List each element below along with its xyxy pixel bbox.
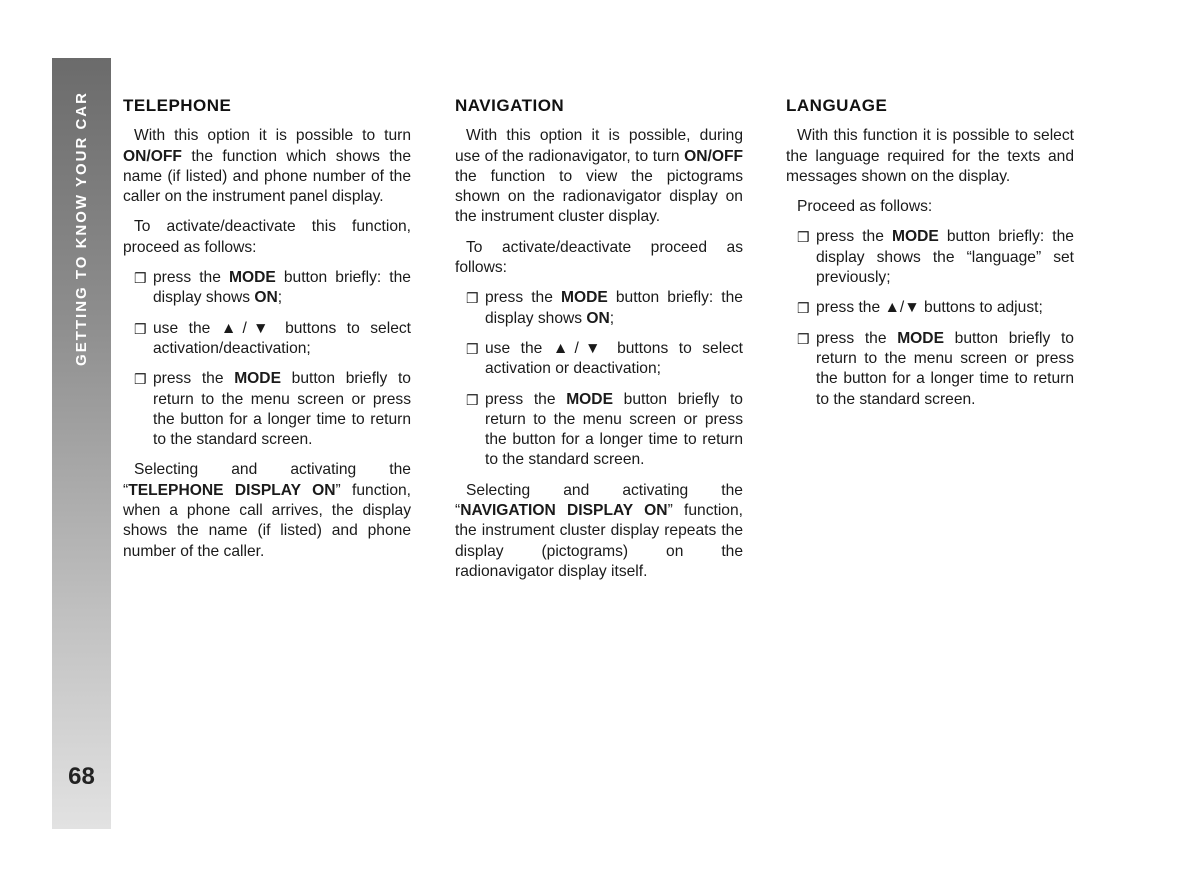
navigation-steps [455,288,743,470]
checkbox-bullet-icon: ❒ [797,300,810,317]
checkbox-bullet-icon: ❒ [466,391,479,408]
telephone-activate-intro: To activate/deactivate this function, proceed as follows: [123,218,411,256]
telephone-section [123,96,411,572]
list-item: ❒ press the ▲/▼ buttons to adjust; [786,298,1074,318]
side-title-wrap [52,58,111,398]
list-item: ❒ press the MODE button briefly to return to the menu screen or press the button for a longer time to return to the standard screen. [134,370,411,449]
list-item: ❒ use the ▲/▼ buttons to select activation/deactivation; [134,319,412,357]
checkbox-bullet-icon: ❒ [134,270,147,287]
list-item: ❒ press the MODE button briefly to return to the menu screen or press the button for a longer time to return to the standard screen. [797,329,1074,408]
up-down-arrows-icon: ▲/▼ [552,339,607,357]
checkbox-bullet-icon: ❒ [797,229,810,246]
checkbox-bullet-icon: ❒ [466,340,479,357]
telephone-result: Selecting and activating the “TELEPHONE DISPLAY ON” function, when a phone call arrives, the display shows the name (if listed) and phone number of the caller. [123,461,411,560]
up-down-arrows-icon: ▲/▼ [884,299,920,317]
telephone-steps [123,268,411,450]
navigation-result: Selecting and activating the “NAVIGATION DISPLAY ON” function, the instrument cluster display repeats the display (pictograms) on the radionavigator display itself. [455,481,743,580]
language-section [786,96,1074,420]
navigation-section [455,96,743,592]
list-item: ❒ use the ▲/▼ buttons to select activation or deactivation; [466,339,744,378]
list-item: ❒ press the MODE button briefly to return to the menu screen or press the button for a longer time to return to the standard screen. [466,390,743,469]
up-down-arrows-icon: ▲/▼ [220,319,275,337]
list-item: ❒ press the MODE button briefly: the display shows ON; [134,269,411,307]
language-intro: With this function it is possible to select the language required for the texts and messages shown on the display. [786,127,1074,185]
navigation-intro: With this option it is possible, during use of the radionavigator, to turn ON/OFF the function to view the pictograms shown on the radionavigator display on the instrument cluster display. [455,127,743,226]
language-heading: LANGUAGE [786,96,888,115]
page-number: 68 [68,763,95,790]
telephone-heading: TELEPHONE [123,96,232,115]
language-proceed: Proceed as follows: [797,198,933,216]
list-item: ❒ press the MODE button briefly: the display shows ON; [466,289,743,327]
side-tab [52,58,111,829]
checkbox-bullet-icon: ❒ [797,330,810,347]
checkbox-bullet-icon: ❒ [466,290,479,307]
navigation-activate-intro: To activate/deactivate proceed as follows: [455,238,743,277]
checkbox-bullet-icon: ❒ [134,320,147,337]
chapter-title: GETTING TO KNOW YOUR CAR [73,90,91,366]
list-item: ❒ press the MODE button briefly: the display shows the “language” set previously; [797,228,1074,287]
telephone-intro: With this option it is possible to turn ON/OFF the function which shows the name (if listed) and phone number of the caller on the instrument panel display. [123,127,411,206]
language-steps [786,227,1074,409]
navigation-heading: NAVIGATION [455,96,565,115]
checkbox-bullet-icon: ❒ [134,371,147,388]
